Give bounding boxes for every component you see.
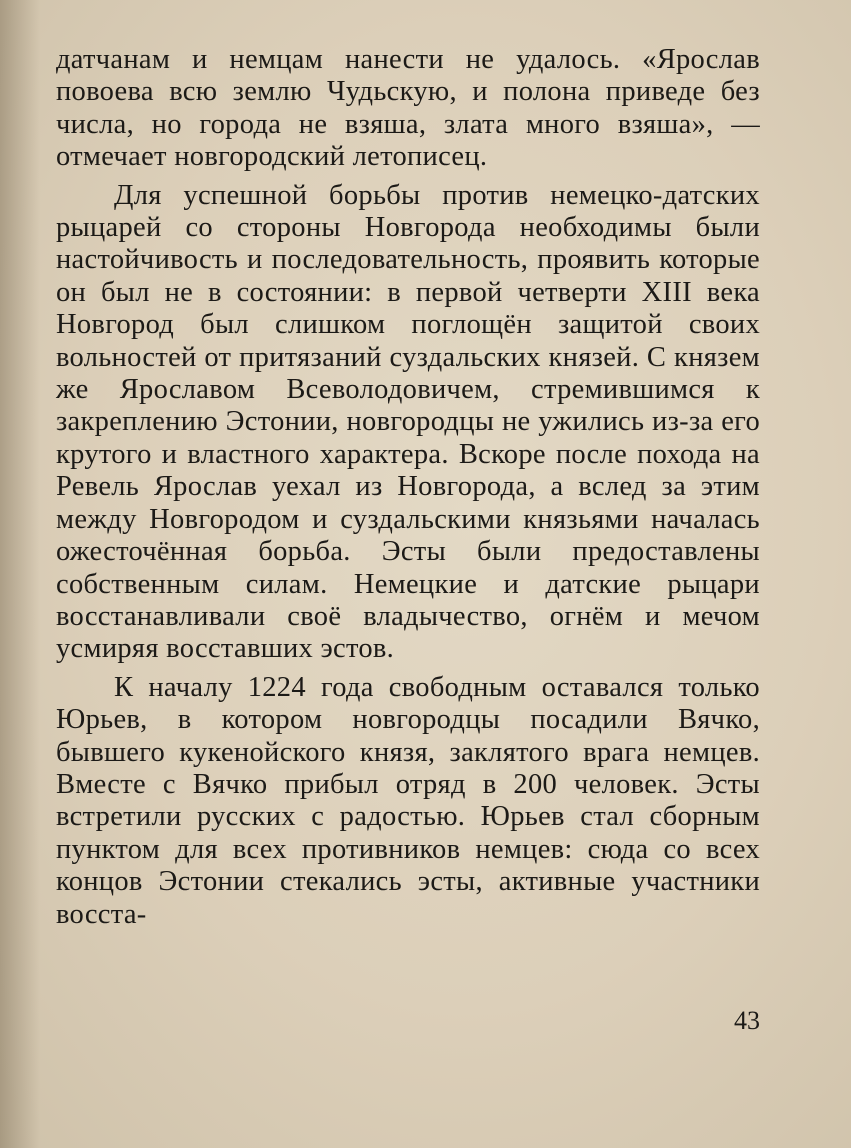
page-number: 43 [734, 1006, 760, 1035]
paragraph-3: К началу 1224 года свободным оставался только Юрьев, в котором новгородцы посадили Вячко, бывшего кукенойского князя, заклятого врага немцев. Вместе с Вячко прибыл отряд в 200 человек. Эсты встретили русских с радостью. Юрьев стал сборным пунктом для всех противников немцев: сюда со всех концов Эстонии стекались эсты, активные участники восста- [56, 671, 760, 930]
paragraph-2: Для успешной борьбы против немецко-датских рыцарей со стороны Новгорода необходимы были настойчивость и последовательность, проявить которые он был не в состоянии: в первой четверти XIII века Новгород был слишком поглощён защитой своих вольностей от притязаний суздальских князей. С князем же Ярославом Всеволодовичем, стремившимся к закреплению Эстонии, новгородцы не ужились из-за его крутого и властного характера. Вскоре после похода на Ревель Ярослав уехал из Новгорода, а вслед за этим между Новгородом и суздальскими князьями началась ожесточённая борьба. Эсты были предоставлены собственным силам. Немецкие и датские рыцари восстанавливали своё владычество, огнём и мечом усмиряя восставших эстов. [56, 179, 760, 665]
page-text [56, 44, 760, 931]
page-gutter-shadow [0, 0, 40, 1148]
paragraph-1: датчанам и немцам нанести не удалось. «Ярослав повоева всю землю Чудьскую, и полона приведе без числа, но города не взяша, злата много взяша», — отмечает новгородский летописец. [56, 44, 760, 173]
